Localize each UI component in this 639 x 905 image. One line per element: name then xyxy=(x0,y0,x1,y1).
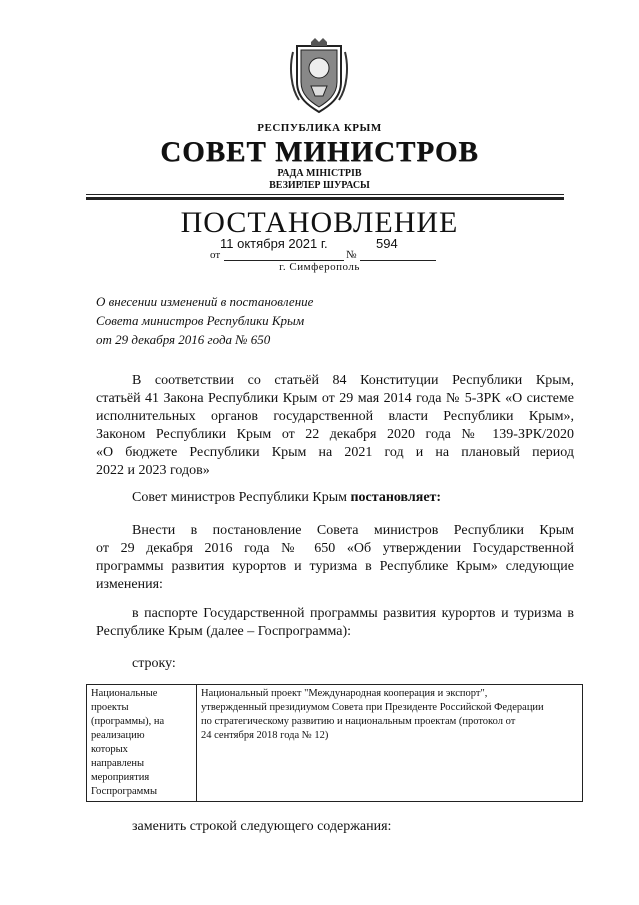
subject-line: от 29 декабря 2016 года № 650 xyxy=(96,332,271,347)
document-title: ПОСТАНОВЛЕНИЕ xyxy=(180,206,459,239)
republic-name: РЕСПУБЛИКА КРЫМ xyxy=(257,122,382,134)
paragraph-line: строку: xyxy=(132,656,176,671)
council-name: СОВЕТ МИНИСТРОВ xyxy=(160,136,479,168)
paragraph-line: программы развития курортов и туризма в Республике Крым» следующие xyxy=(96,559,574,574)
cell-line: направлены xyxy=(91,758,145,769)
paragraph-line: В соответствии со статьёй 84 Конституции Республики Крым, xyxy=(132,373,574,388)
row-heading-cell xyxy=(87,685,197,802)
subject-line: Совета министров Республики Крым xyxy=(96,313,305,328)
number-label: № xyxy=(346,249,357,261)
city: г. Симферополь xyxy=(279,261,360,273)
program-passport-row-table xyxy=(86,684,583,802)
paragraph-line: 2022 и 2023 годов» xyxy=(96,463,210,478)
header-divider-thin xyxy=(86,194,564,195)
resolution-text: Совет министров Республики Крым xyxy=(132,490,351,505)
row-content-cell xyxy=(197,685,583,802)
preamble-paragraph xyxy=(96,372,574,480)
paragraph-line: в паспорте Государственной программы развития курортов и туризма в xyxy=(132,606,574,621)
cell-line: 24 сентября 2018 года № 12) xyxy=(201,730,329,741)
cell-line: реализацию xyxy=(91,730,145,741)
date-number-line xyxy=(210,236,440,262)
row-label-paragraph xyxy=(96,655,574,673)
header-divider-thick xyxy=(86,197,564,200)
decree-number: 594 xyxy=(376,236,398,251)
council-name-ukrainian: РАДА МІНІСТРІВ xyxy=(277,168,362,179)
table-row xyxy=(87,685,583,802)
cell-line: проекты xyxy=(91,702,129,713)
paragraph-line: «О бюджете Республики Крым на 2021 год и на плановый период xyxy=(96,445,574,460)
crimea-coat-of-arms-icon xyxy=(289,38,349,114)
passport-paragraph xyxy=(96,605,574,641)
paragraph-line: статьёй 41 Закона Республики Крым от 29 мая 2014 года № 5-ЗРК «О системе xyxy=(96,391,574,406)
paragraph-line: Внести в постановление Совета министров Республики Крым xyxy=(132,523,574,538)
paragraph-line: заменить строкой следующего содержания: xyxy=(132,819,392,834)
ot-label: от xyxy=(210,249,221,261)
paragraph-line: изменения: xyxy=(96,577,163,592)
cell-line: Госпрограммы xyxy=(91,786,157,797)
resolution-verb: постановляет: xyxy=(350,490,442,505)
paragraph-line: Республике Крым (далее – Госпрограмма): xyxy=(96,624,352,639)
paragraph-line: исполнительных органов государственной власти Республики Крым», xyxy=(96,409,574,424)
cell-line: утвержденный президиумом Совета при Президенте Российской Федерации xyxy=(201,702,544,713)
paragraph-line: от 29 декабря 2016 года № 650 «Об утверждении Государственной xyxy=(96,541,574,556)
decree-subject xyxy=(96,292,396,349)
cell-line: которых xyxy=(91,744,128,755)
replacement-paragraph xyxy=(96,818,574,836)
decree-date: 11 октября 2021 г. xyxy=(220,236,328,251)
resolution-paragraph xyxy=(96,489,574,507)
council-name-crimean-tatar: ВЕЗИРЛЕР ШУРАСЫ xyxy=(269,180,370,191)
cell-line: (программы), на xyxy=(91,716,165,727)
cell-line: Национальные xyxy=(91,688,158,699)
cell-line: мероприятия xyxy=(91,772,150,783)
paragraph-line: Законом Республики Крым от 22 декабря 2020 года № 139-ЗРК/2020 xyxy=(96,427,574,442)
cell-line: Национальный проект "Международная кооперация и экспорт", xyxy=(201,688,488,699)
amendment-paragraph xyxy=(96,522,574,594)
cell-line: по стратегическому развитию и национальным проектам (протокол от xyxy=(201,716,516,727)
subject-line: О внесении изменений в постановление xyxy=(96,294,314,309)
